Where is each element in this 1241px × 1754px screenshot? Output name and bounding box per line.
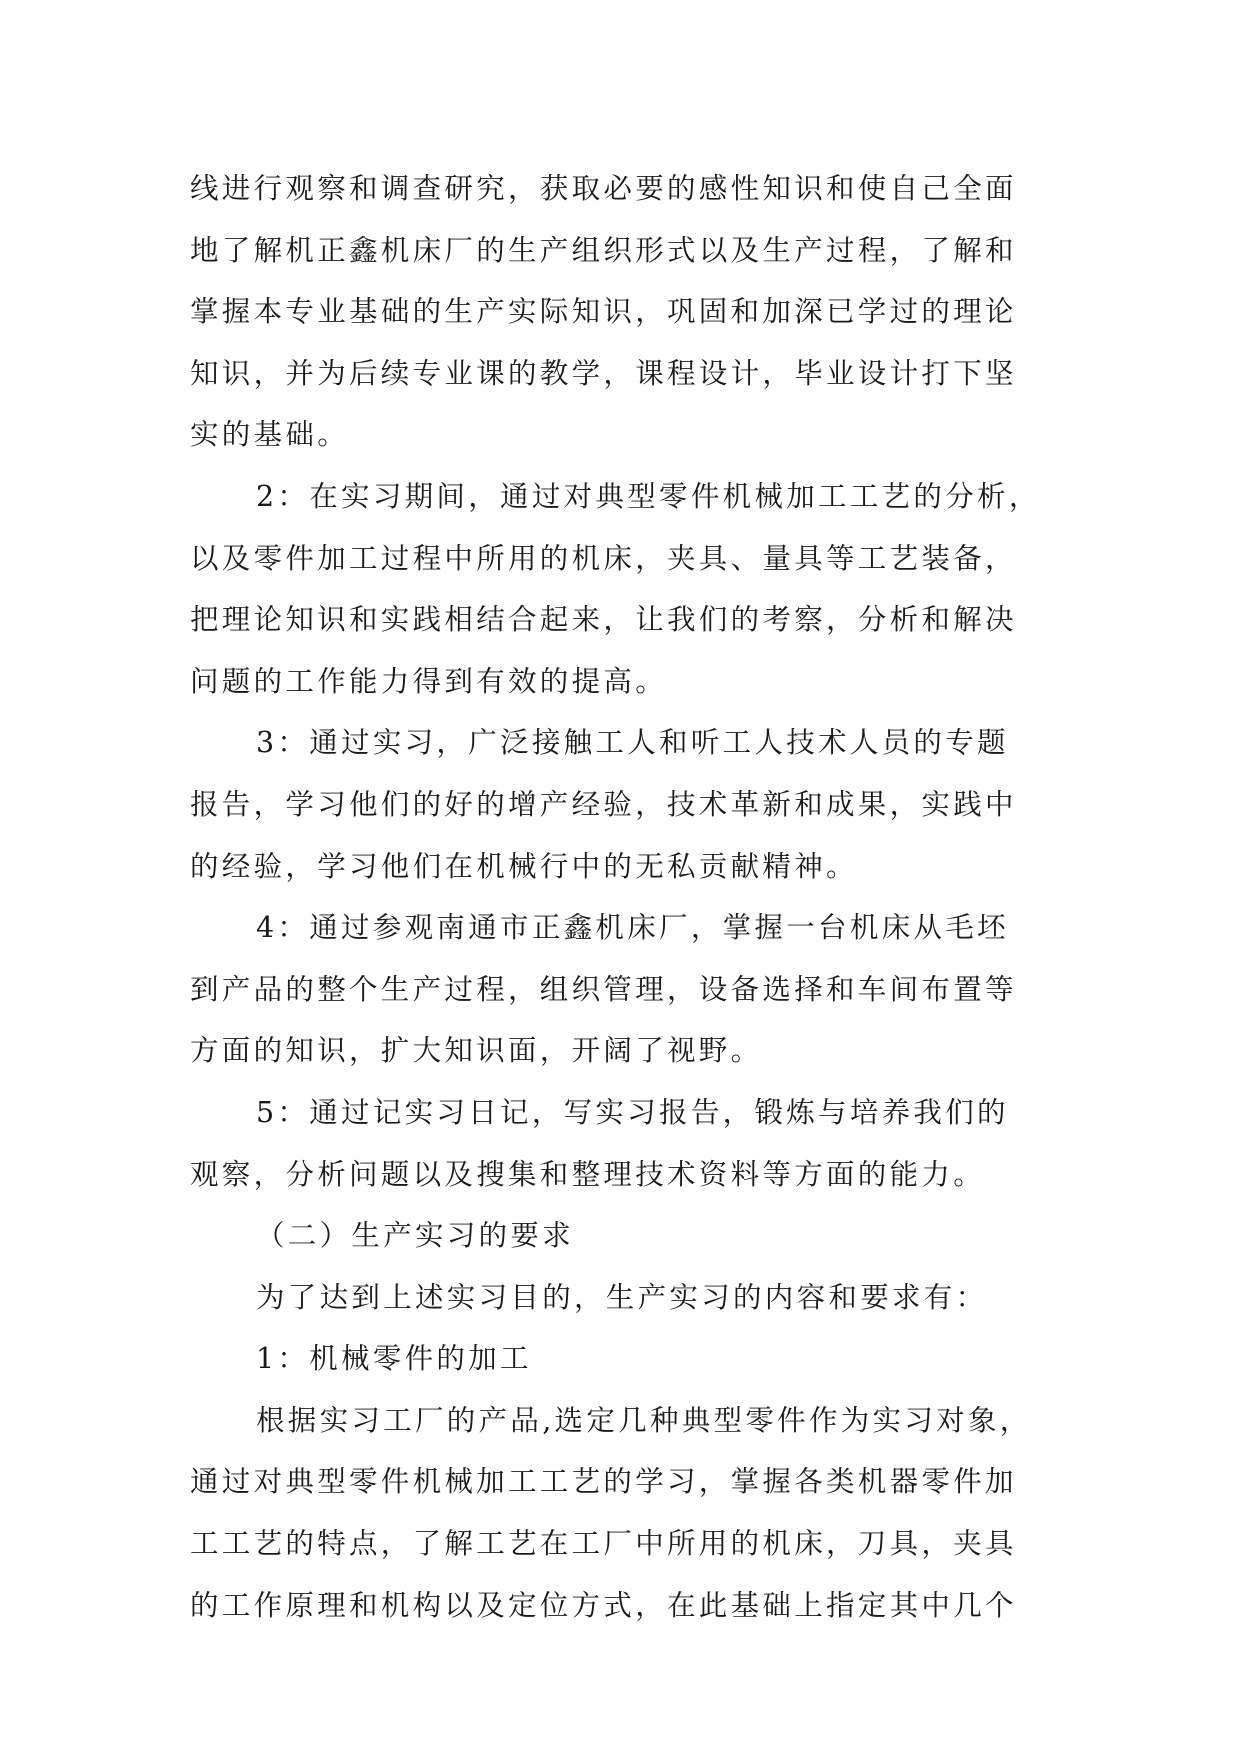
body-text: [190, 158, 1055, 1636]
text-line: 根据实习工厂的产品,选定几种典型零件作为实习对象，: [256, 1403, 1032, 1437]
text-line: 以及零件加工过程中所用的机床，夹具、量具等工艺装备，: [190, 541, 1017, 575]
text-line: 4：通过参观南通市正鑫机床厂，掌握一台机床从毛坯: [256, 911, 1009, 945]
text-line: 的工作原理和机构以及定位方式，在此基础上指定其中几个: [190, 1588, 1017, 1622]
text-line: 线进行观察和调查研究，获取必要的感性知识和使自己全面: [190, 172, 1017, 205]
text-line: 2：在实习期间，通过对典型零件机械加工工艺的分析，: [256, 479, 1041, 513]
text-line: 为了达到上述实习目的，生产实习的内容和要求有：: [256, 1280, 988, 1314]
text-line: 地了解机正鑫机床厂的生产组织形式以及生产过程，了解和: [190, 233, 1017, 267]
text-line: 5：通过记实习日记，写实习报告，锻炼与培养我们的: [256, 1095, 1009, 1129]
text-line: 问题的工作能力得到有效的提高。: [190, 664, 668, 698]
text-line: 实的基础。: [190, 418, 350, 452]
text-line: 到产品的整个生产过程，组织管理，设备选择和车间布置等: [190, 972, 1017, 1006]
text-line: 的经验，学习他们在机械行中的无私贡献精神。: [190, 849, 858, 883]
text-line: 知识，并为后续专业课的教学，课程设计，毕业设计打下坚: [190, 356, 1017, 390]
text-line: （二）生产实习的要求: [256, 1219, 575, 1253]
text-line: 通过对典型零件机械加工工艺的学习，掌握各类机器零件加: [190, 1465, 1017, 1499]
text-line: 把理论知识和实践相结合起来，让我们的考察，分析和解决: [190, 603, 1017, 637]
text-line: 工工艺的特点，了解工艺在工厂中所用的机床，刀具，夹具: [190, 1527, 1017, 1561]
text-line: 报告，学习他们的好的增产经验，技术革新和成果，实践中: [190, 787, 1017, 821]
text-line: 1：机械零件的加工: [256, 1342, 532, 1376]
text-line: 观察，分析问题以及搜集和整理技术资料等方面的能力。: [190, 1157, 986, 1191]
text-line: 方面的知识，扩大知识面，开阔了视野。: [190, 1034, 763, 1068]
text-line: 掌握本专业基础的生产实际知识，巩固和加深已学过的理论: [190, 295, 1017, 329]
text-line: 3：通过实习，广泛接触工人和听工人技术人员的专题: [256, 726, 1009, 760]
